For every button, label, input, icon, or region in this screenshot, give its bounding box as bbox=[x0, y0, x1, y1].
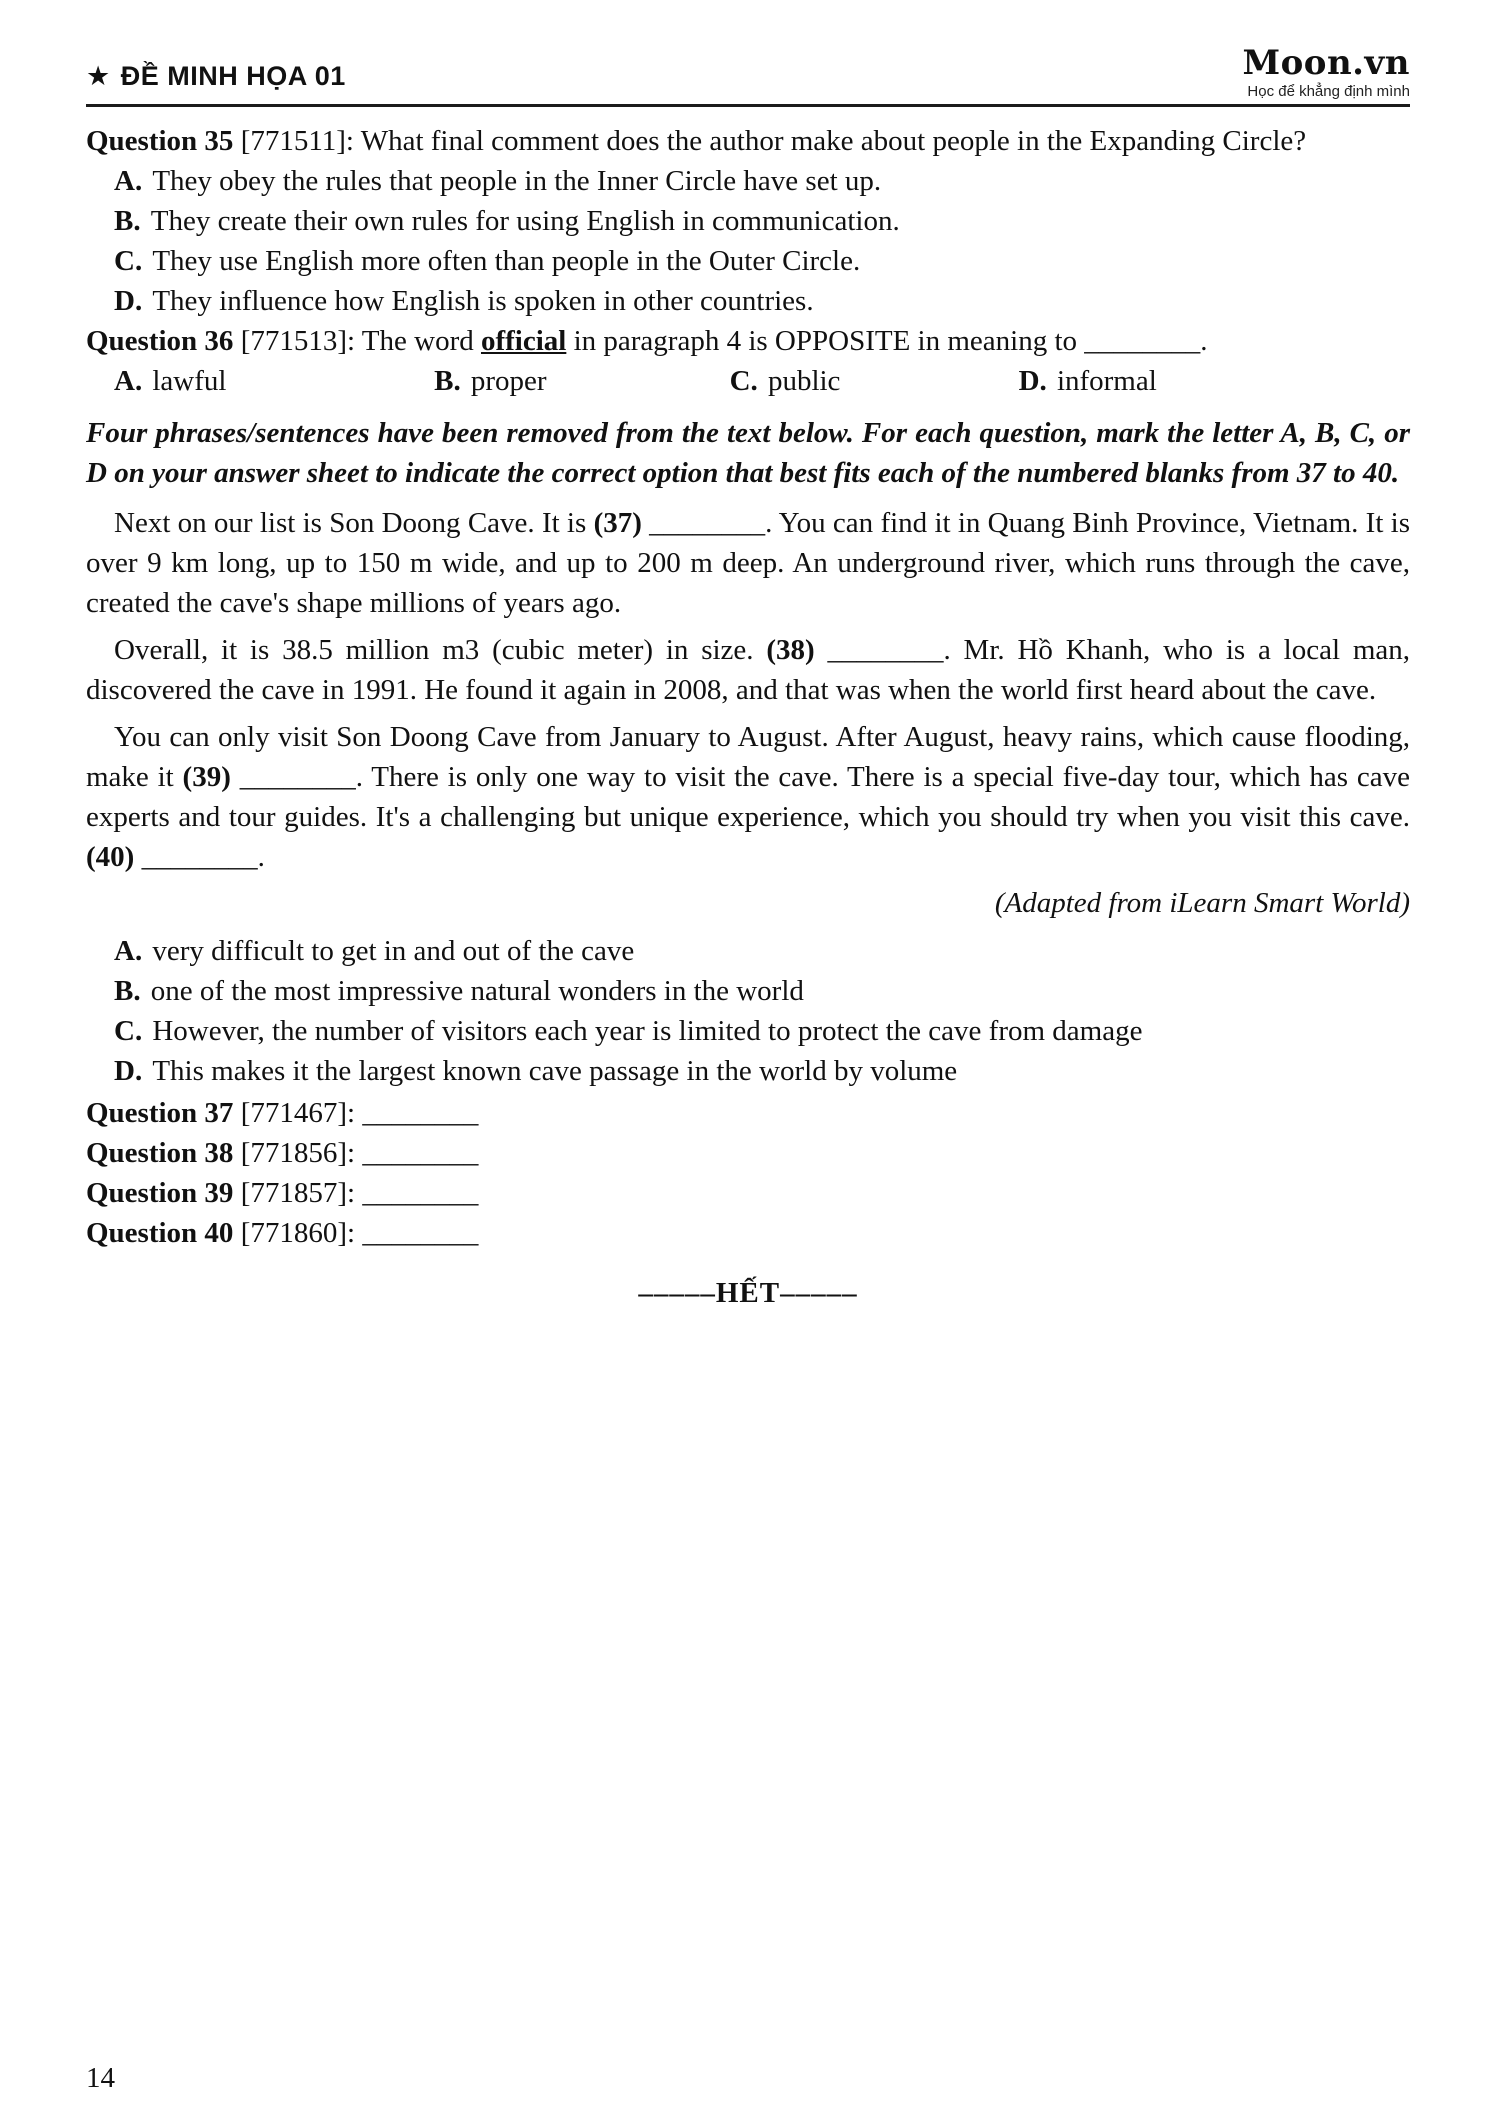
question-36-label: Question 36 bbox=[86, 325, 234, 358]
logo-tagline: Học để khẳng định mình bbox=[1247, 83, 1410, 100]
option-text: They use English more often than people in the Outer Circle. bbox=[152, 245, 861, 278]
option-36-b bbox=[434, 361, 729, 401]
question-38-label: Question 38 bbox=[86, 1137, 234, 1170]
question-36 bbox=[86, 321, 1410, 361]
option-text: They obey the rules that people in the Inner Circle have set up. bbox=[152, 165, 882, 198]
cloze-option-b bbox=[114, 971, 1410, 1011]
option-35-c bbox=[114, 241, 1410, 281]
question-35 bbox=[86, 121, 1410, 161]
source-attribution: (Adapted from iLearn Smart World) bbox=[994, 887, 1410, 920]
blank-39-marker: (39) bbox=[182, 761, 231, 794]
cloze-option-c bbox=[114, 1011, 1410, 1051]
option-36-d bbox=[1019, 361, 1410, 401]
option-letter: D. bbox=[114, 1055, 143, 1088]
question-37-label: Question 37 bbox=[86, 1097, 234, 1130]
answer-blank: ________ bbox=[362, 1097, 479, 1130]
question-40-code: [771860]: bbox=[233, 1217, 363, 1250]
blank-38-marker: (38) bbox=[766, 634, 815, 667]
option-35-b bbox=[114, 201, 1410, 241]
answer-lines bbox=[86, 1093, 1410, 1253]
exam-content bbox=[86, 121, 1410, 1313]
paragraph-text: Overall, it is 38.5 million m3 (cubic meter) in size. bbox=[114, 634, 767, 667]
question-37-code: [771467]: bbox=[233, 1097, 363, 1130]
question-35-label: Question 35 bbox=[86, 125, 234, 157]
star-icon: ★ bbox=[86, 60, 111, 91]
option-letter: C. bbox=[114, 245, 143, 278]
paragraph-text: ________. Mr. Hồ Khanh, who is a local man, discovered the cave in 1991. He found it again in 2008, and that was when the world first heard about the cave. bbox=[86, 634, 1410, 707]
answer-blank: ________ bbox=[362, 1217, 479, 1250]
paragraph-text: You can only visit Son Doong Cave from January to August. After August, heavy rains, which cause flooding, make it bbox=[86, 721, 1410, 794]
option-letter: D. bbox=[1018, 365, 1047, 398]
option-letter: A. bbox=[114, 365, 143, 398]
option-letter: C. bbox=[114, 1015, 143, 1048]
question-36-keyword: official bbox=[480, 325, 567, 358]
option-36-a bbox=[114, 361, 434, 401]
option-letter: A. bbox=[114, 165, 143, 198]
question-36-options bbox=[86, 361, 1410, 401]
header-title: ĐỀ MINH HỌA 01 bbox=[120, 60, 346, 91]
header-title-block bbox=[86, 58, 346, 99]
option-letter: B. bbox=[114, 975, 141, 1008]
paragraph-text: Next on our list is Son Doong Cave. It is bbox=[114, 507, 594, 540]
option-letter: B. bbox=[114, 205, 141, 238]
option-letter: B. bbox=[434, 365, 461, 398]
brand-block bbox=[1242, 43, 1410, 100]
page-number: 14 bbox=[86, 2061, 115, 2094]
cloze-paragraph-3 bbox=[86, 717, 1410, 877]
cloze-option-d bbox=[114, 1051, 1410, 1091]
cloze-options bbox=[86, 931, 1410, 1091]
option-letter: D. bbox=[114, 285, 143, 318]
question-40 bbox=[86, 1213, 1410, 1253]
option-text: public bbox=[767, 365, 841, 398]
option-text: This makes it the largest known cave passage in the world by volume bbox=[152, 1055, 958, 1088]
paragraph-text: ________. There is only one way to visit the cave. There is a special five-day tour, which has cave experts and tour guides. It's a challenging but unique experience, which you should try when you visit this cave. bbox=[86, 761, 1410, 834]
option-35-a bbox=[114, 161, 1410, 201]
page-header bbox=[86, 43, 1410, 107]
question-36-code: [771513]: bbox=[233, 325, 362, 358]
option-text: lawful bbox=[152, 365, 227, 398]
question-36-text-post: in paragraph 4 is OPPOSITE in meaning to ________. bbox=[566, 325, 1208, 358]
question-35-code: [771511]: bbox=[233, 125, 361, 157]
question-39 bbox=[86, 1173, 1410, 1213]
paragraph-text: ________. bbox=[134, 841, 265, 874]
blank-40-marker: (40) bbox=[86, 841, 135, 874]
question-39-code: [771857]: bbox=[233, 1177, 363, 1210]
option-text: proper bbox=[470, 365, 547, 398]
moon-logo: Moon.vn bbox=[1242, 43, 1410, 83]
end-of-test-marker: –––––HẾT––––– bbox=[638, 1277, 858, 1310]
cloze-paragraph-2 bbox=[86, 630, 1410, 710]
option-text: They create their own rules for using English in communication. bbox=[150, 205, 900, 238]
option-text: However, the number of visitors each year is limited to protect the cave from damage bbox=[152, 1015, 1143, 1048]
question-35-options bbox=[86, 161, 1410, 321]
blank-37-marker: (37) bbox=[593, 507, 642, 540]
option-35-d bbox=[114, 281, 1410, 321]
question-38-code: [771856]: bbox=[233, 1137, 363, 1170]
question-38 bbox=[86, 1133, 1410, 1173]
cloze-paragraph-1 bbox=[86, 503, 1410, 623]
question-39-label: Question 39 bbox=[86, 1177, 234, 1210]
cloze-instruction: Four phrases/sentences have been removed from the text below. For each question, mark the letter A, B, C, or D on your answer sheet to indicate the correct option that best fits each of the numbered blanks from 37 to 40. bbox=[86, 417, 1410, 490]
question-37 bbox=[86, 1093, 1410, 1133]
option-36-c bbox=[730, 361, 1019, 401]
answer-blank: ________ bbox=[362, 1137, 479, 1170]
cloze-option-a bbox=[114, 931, 1410, 971]
question-36-text-pre: The word bbox=[361, 325, 481, 358]
question-40-label: Question 40 bbox=[86, 1217, 234, 1250]
option-text: very difficult to get in and out of the cave bbox=[152, 935, 635, 968]
paragraph-text: ________. You can find it in Quang Binh Province, Vietnam. It is over 9 km long, up to 150 m wide, and up to 200 m deep. An underground river, which runs through the cave, created the cave's shape millions of years ago. bbox=[86, 507, 1410, 620]
option-text: one of the most impressive natural wonders in the world bbox=[150, 975, 804, 1008]
option-text: They influence how English is spoken in other countries. bbox=[152, 285, 814, 318]
answer-blank: ________ bbox=[362, 1177, 479, 1210]
option-letter: A. bbox=[114, 935, 143, 968]
option-text: informal bbox=[1056, 365, 1157, 398]
option-letter: C. bbox=[729, 365, 758, 398]
question-35-text: What final comment does the author make about people in the Expanding Circle? bbox=[360, 125, 1307, 157]
